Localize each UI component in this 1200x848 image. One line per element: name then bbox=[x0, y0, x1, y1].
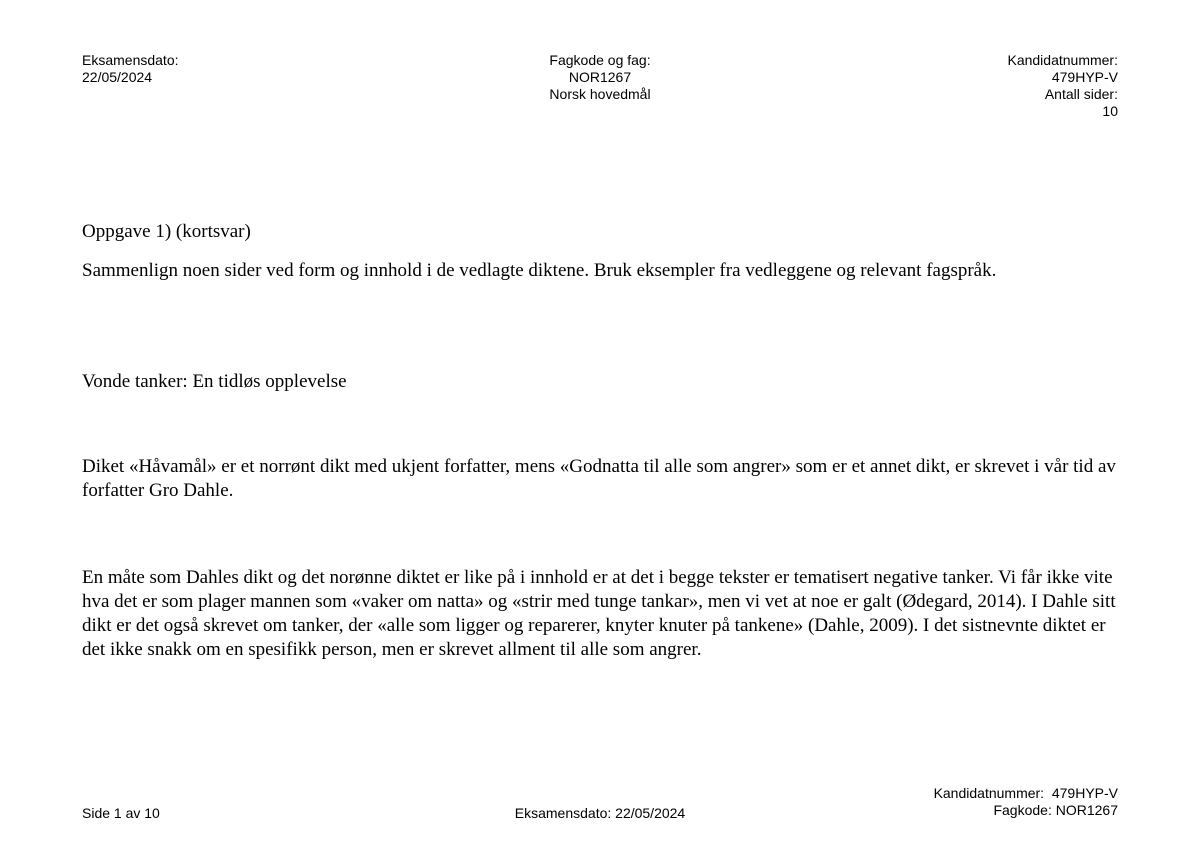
page-count-value: 10 bbox=[1102, 103, 1118, 119]
subject-code: NOR1267 bbox=[568, 69, 632, 85]
subject-name: Norsk hovedmål bbox=[549, 86, 651, 102]
footer-page-info: Side 1 av 10 bbox=[82, 805, 160, 821]
footer-candidate-info bbox=[934, 785, 1118, 819]
page-count-label: Antall sider: bbox=[1044, 86, 1118, 102]
footer-subject-code: Fagkode: NOR1267 bbox=[993, 802, 1118, 818]
essay-title: Vonde tanker: En tidløs opplevelse bbox=[82, 371, 347, 392]
candidate-value: 479HYP-V bbox=[1051, 69, 1118, 85]
exam-date-label: Eksamensdato: bbox=[82, 52, 179, 68]
header-subject bbox=[549, 52, 650, 103]
footer-candidate: Kandidatnummer: 479HYP-V bbox=[933, 785, 1118, 801]
footer-exam-date: Eksamensdato: 22/05/2024 bbox=[514, 805, 686, 821]
header-exam-date bbox=[82, 52, 179, 86]
task-text: Sammenlign noen sider ved form og innhold i de vedlagte diktene. Bruk eksempler fra vedleggene og relevant fagspråk. bbox=[82, 260, 997, 281]
subject-label: Fagkode og fag: bbox=[549, 52, 651, 68]
candidate-label: Kandidatnummer: bbox=[1007, 52, 1118, 68]
paragraph-1: Diket «Håvamål» er et norrønt dikt med ukjent forfatter, mens «Godnatta til alle som angrer» som er et annet dikt, er skrevet i vår tid av forfatter Gro Dahle. bbox=[82, 456, 1116, 501]
paragraph-2: En måte som Dahles dikt og det norønne diktet er like på i innhold er at det i begge tekster er tematisert negative tanker. Vi får ikke vite hva det er som plager mannen som «vaker om natta» og «strir med tunge tankar», men vi vet at noe er galt (Ødegard, 2014). I Dahle sitt dikt er det også skrevet om tanker, der «alle som ligger og reparerer, knyter knuter på tankene» (Dahle, 2009). I det sistnevnte diktet er det ikke snakk om en spesifikk person, men er skrevet allment til alle som angrer. bbox=[82, 567, 1116, 660]
exam-date-value: 22/05/2024 bbox=[82, 69, 153, 85]
task-title: Oppgave 1) (kortsvar) bbox=[82, 221, 251, 242]
header-candidate bbox=[1007, 52, 1118, 120]
